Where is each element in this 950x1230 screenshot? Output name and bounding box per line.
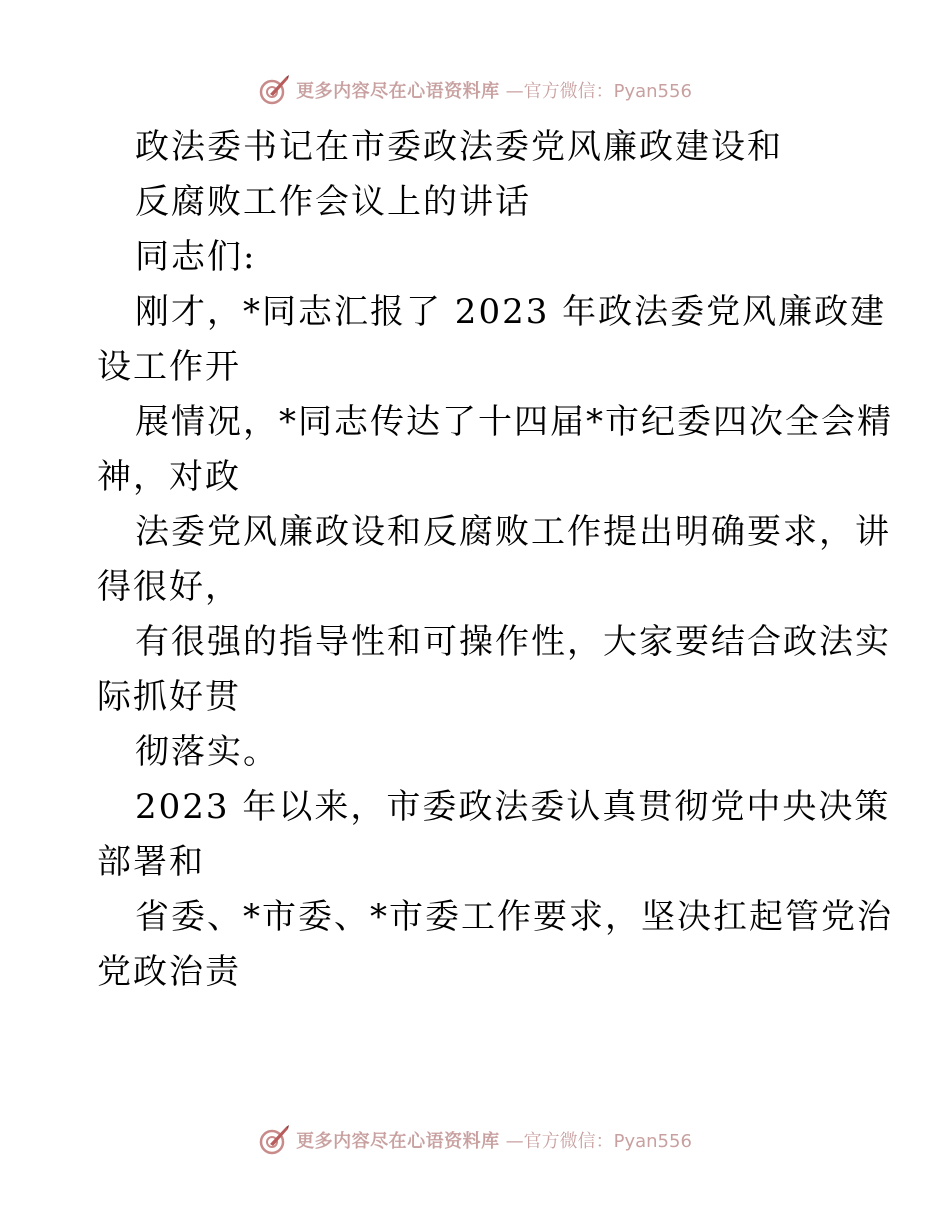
text-line: 彻落实。 — [135, 732, 279, 772]
footer-site-name: 更多内容尽在心语资料库 — [296, 1131, 500, 1152]
header-site-name: 更多内容尽在心语资料库 — [296, 81, 500, 102]
text-line: 2023 年以来，市委政法委认真贯彻党中央决策 — [135, 787, 891, 827]
text-line: 反腐败工作会议上的讲话 — [135, 182, 531, 222]
footer-banner — [0, 1120, 950, 1160]
text-line: 设工作开 — [97, 347, 241, 387]
quill-logo-icon — [258, 1124, 290, 1156]
text-line: 法委党风廉政设和反腐败工作提出明确要求，讲 — [135, 512, 891, 552]
document-body — [97, 120, 893, 1000]
text-line: 政法委书记在市委政法委党风廉政建设和 — [135, 127, 783, 167]
text-line: 同志们: — [135, 237, 257, 277]
footer-contact: —官方微信：Pyan556 — [505, 1131, 692, 1152]
text-line: 有很强的指导性和可操作性，大家要结合政法实 — [135, 622, 891, 662]
text-line: 神，对政 — [97, 457, 241, 497]
header-contact: —官方微信：Pyan556 — [505, 81, 692, 102]
text-line: 刚才，*同志汇报了 2023 年政法委党风廉政建 — [135, 292, 887, 332]
text-line: 展情况，*同志传达了十四届*市纪委四次全会精 — [135, 402, 893, 442]
text-line: 际抓好贯 — [97, 677, 241, 717]
text-line: 得很好， — [97, 567, 241, 607]
quill-logo-icon — [258, 74, 290, 106]
header-banner — [0, 70, 950, 110]
text-line: 省委、*市委、*市委工作要求，坚决扛起管党治 — [135, 897, 893, 937]
text-line: 部署和 — [97, 842, 205, 882]
text-line: 党政治责 — [97, 952, 241, 992]
